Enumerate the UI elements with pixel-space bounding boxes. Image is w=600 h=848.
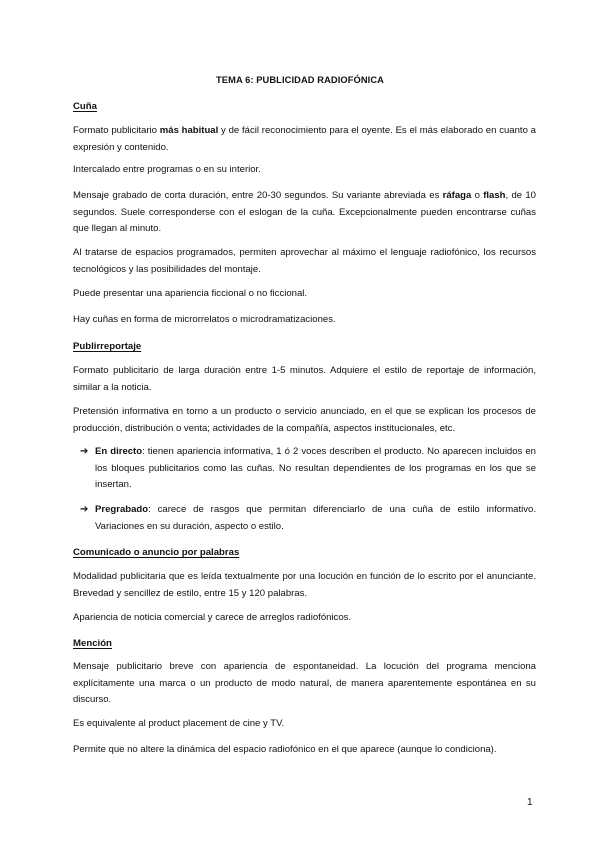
paragraph: Intercalado entre programas o en su interior. (73, 164, 261, 175)
paragraph: Permite que no altere la dinámica del espacio radiofónico en el que aparece (aunque lo condiciona). (73, 744, 497, 755)
paragraph: Apariencia de noticia comercial y carece de arreglos radiofónicos. (73, 612, 352, 623)
section-heading-comunicado: Comunicado o anuncio por palabras (73, 547, 240, 558)
paragraph: Mensaje publicitario breve con apariencia de espontaneidad. La locución del programa menciona explícitamente una marca o un producto de modo natural, de manera aparentemente espontánea en su discurso. (73, 661, 536, 705)
paragraph: Hay cuñas en forma de microrrelatos o microdramatizaciones. (73, 314, 336, 325)
page-number: 1 (527, 797, 533, 808)
document-title: TEMA 6: PUBLICIDAD RADIOFÓNICA (216, 75, 384, 85)
paragraph: Modalidad publicitaria que es leída textualmente por una locución en función de lo escrito por el anunciante. Brevedad y sencillez de estilo, entre 15 y 120 palabras. (73, 571, 536, 599)
paragraph: Es equivalente al product placement de cine y TV. (73, 718, 285, 729)
section-heading-mencion: Mención (73, 638, 112, 649)
section-heading-publirreportaje: Publirreportaje (73, 341, 142, 352)
paragraph: Pretensión informativa en torno a un producto o servicio anunciado, en el que se explican los procesos de producción, distribución o venta; actividades de la compañía, aspectos institucionales, etc. (73, 406, 536, 434)
arrow-right-icon: ➔ (80, 504, 89, 515)
paragraph: Al tratarse de espacios programados, permiten aprovechar al máximo el lenguaje radiofónico, los recursos tecnológicos y las posibilidades del montaje. (73, 247, 536, 275)
arrow-right-icon: ➔ (80, 446, 89, 457)
bullet-text: En directo: tienen apariencia informativa, 1 ó 2 voces describen el producto. No aparecen incluidos en los bloques publicitarios como las cuñas. No resultan dependientes de los programas en los que se insertan. (95, 446, 536, 490)
paragraph: Formato publicitario de larga duración entre 1-5 minutos. Adquiere el estilo de reportaje de información, similar a la noticia. (73, 365, 536, 393)
paragraph: Mensaje grabado de corta duración, entre 20-30 segundos. Su variante abreviada es ráfaga o flash, de 10 segundos. Suele corresponderse con el eslogan de la cuña. Excepcionalmente pueden encontrarse cuñas que llegan al minuto. (73, 190, 536, 234)
section-heading-cuna: Cuña (73, 101, 97, 112)
paragraph: Formato publicitario más habitual y de fácil reconocimiento para el oyente. Es el más elaborado en cuanto a expresión y contenido. (73, 125, 536, 153)
bullet-text: Pregrabado: carece de rasgos que permitan diferenciarlo de una cuña de estilo informativo. Variaciones en su duración, aspecto o estilo. (95, 504, 536, 532)
paragraph: Puede presentar una apariencia ficcional o no ficcional. (73, 288, 308, 299)
